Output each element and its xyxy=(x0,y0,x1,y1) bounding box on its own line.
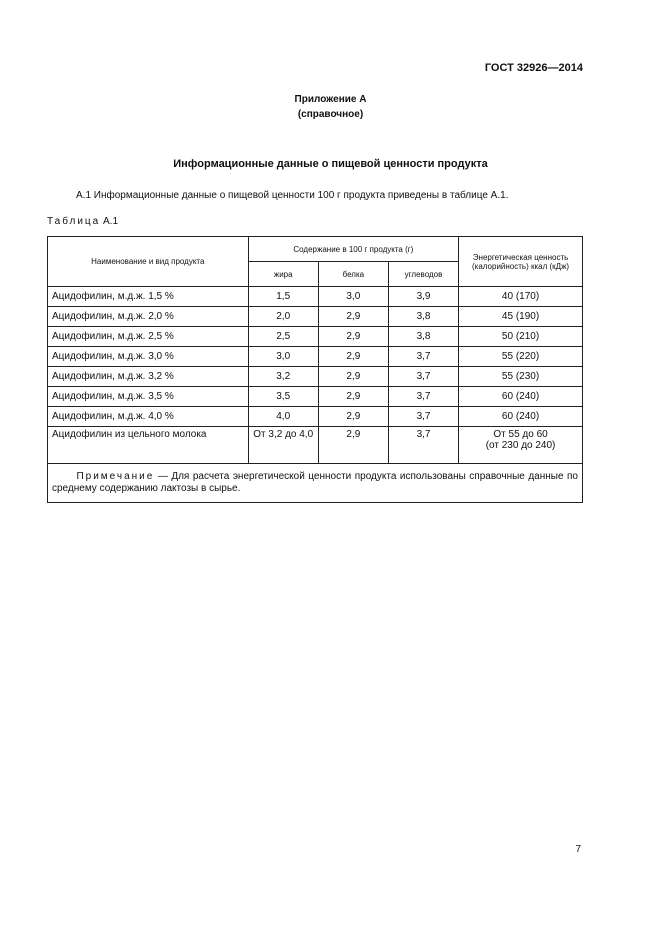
cell-fat: 4,0 xyxy=(248,407,318,427)
cell-protein: 2,9 xyxy=(318,367,388,387)
cell-carbs: 3,7 xyxy=(388,427,458,464)
header-name: Наименование и вид продукта xyxy=(48,237,249,287)
table-label-word: Таблица xyxy=(47,216,101,227)
page-number: 7 xyxy=(575,844,581,855)
table-row xyxy=(48,307,583,327)
note-text: — Для расчета энергетической ценности продукта использованы справочные данные по среднему содержанию лактозы в сырье. xyxy=(52,471,578,494)
cell-protein: 2,9 xyxy=(318,427,388,464)
table-row xyxy=(48,367,583,387)
cell-protein: 2,9 xyxy=(318,407,388,427)
cell-protein: 2,9 xyxy=(318,307,388,327)
cell-fat: 3,0 xyxy=(248,347,318,367)
cell-carbs: 3,7 xyxy=(388,387,458,407)
appendix-subtitle: (справочное) xyxy=(297,109,364,120)
section-title: Информационные данные о пищевой ценности продукта xyxy=(173,158,488,170)
table-row xyxy=(48,427,583,464)
cell-energy: 55 (220) xyxy=(459,347,583,367)
cell-product-name: Ацидофилин, м.д.ж. 1,5 % xyxy=(48,287,249,307)
table-row xyxy=(48,327,583,347)
table-note-row xyxy=(48,464,583,503)
cell-energy: 45 (190) xyxy=(459,307,583,327)
cell-carbs: 3,7 xyxy=(388,367,458,387)
cell-carbs: 3,7 xyxy=(388,347,458,367)
intro-paragraph: А.1 Информационные данные о пищевой ценности 100 г продукта приведены в таблице А.1. xyxy=(76,190,509,201)
cell-product-name: Ацидофилин, м.д.ж. 3,5 % xyxy=(48,387,249,407)
cell-energy xyxy=(459,427,583,464)
cell-carbs: 3,8 xyxy=(388,307,458,327)
cell-fat: 2,0 xyxy=(248,307,318,327)
cell-product-name: Ацидофилин, м.д.ж. 3,2 % xyxy=(48,367,249,387)
cell-energy: 60 (240) xyxy=(459,387,583,407)
cell-protein: 2,9 xyxy=(318,327,388,347)
note-label: Примечание xyxy=(76,471,155,482)
cell-carbs: 3,7 xyxy=(388,407,458,427)
cell-product-name: Ацидофилин из цельного молока xyxy=(48,427,249,464)
cell-product-name: Ацидофилин, м.д.ж. 2,5 % xyxy=(48,327,249,347)
header-content-group: Содержание в 100 г продукта (г) xyxy=(248,237,458,262)
appendix-title: Приложение А xyxy=(294,94,367,105)
cell-energy: 60 (240) xyxy=(459,407,583,427)
cell-product-name: Ацидофилин, м.д.ж. 3,0 % xyxy=(48,347,249,367)
table-row xyxy=(48,287,583,307)
header-protein: белка xyxy=(318,262,388,287)
cell-protein: 2,9 xyxy=(318,387,388,407)
cell-energy: 50 (210) xyxy=(459,327,583,347)
cell-energy: 55 (230) xyxy=(459,367,583,387)
cell-energy-line1: От 55 до 60 xyxy=(493,429,548,440)
table-label-number: А.1 xyxy=(103,216,119,227)
table-row xyxy=(48,387,583,407)
table-row xyxy=(48,407,583,427)
table-label xyxy=(47,216,118,227)
cell-carbs: 3,8 xyxy=(388,327,458,347)
cell-energy: 40 (170) xyxy=(459,287,583,307)
cell-carbs: 3,9 xyxy=(388,287,458,307)
cell-fat: 3,5 xyxy=(248,387,318,407)
appendix-heading xyxy=(0,92,661,122)
standard-code: ГОСТ 32926—2014 xyxy=(484,62,583,74)
header-carbs: углеводов xyxy=(388,262,458,287)
cell-fat: 1,5 xyxy=(248,287,318,307)
cell-protein: 3,0 xyxy=(318,287,388,307)
cell-product-name: Ацидофилин, м.д.ж. 2,0 % xyxy=(48,307,249,327)
table-header-row xyxy=(48,237,583,262)
header-energy: Энергетическая ценность (калорийность) ккал (кДж) xyxy=(459,237,583,287)
cell-fat: 2,5 xyxy=(248,327,318,347)
cell-fat: От 3,2 до 4,0 xyxy=(248,427,318,464)
table-note xyxy=(48,464,583,503)
cell-protein: 2,9 xyxy=(318,347,388,367)
header-fat: жира xyxy=(248,262,318,287)
cell-product-name: Ацидофилин, м.д.ж. 4,0 % xyxy=(48,407,249,427)
nutrition-table xyxy=(47,236,583,503)
cell-fat: 3,2 xyxy=(248,367,318,387)
table-row xyxy=(48,347,583,367)
cell-energy-line2: (от 230 до 240) xyxy=(485,440,556,451)
